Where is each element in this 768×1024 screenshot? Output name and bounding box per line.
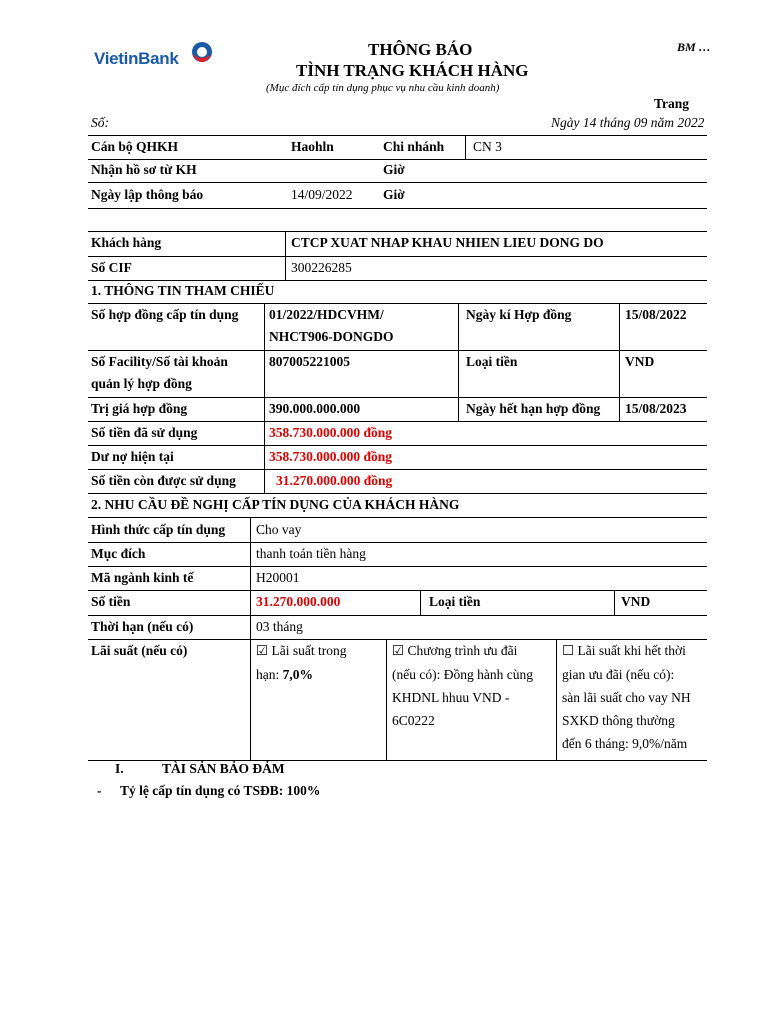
amount-value: 31.270.000.000: [256, 594, 341, 609]
contract-value: 390.000.000.000: [269, 401, 361, 416]
facility-value: 807005221005: [269, 354, 350, 369]
purpose-value: thanh toán tiền hàng: [256, 546, 366, 561]
industry-label: Mã ngành kinh tế: [91, 570, 194, 585]
divider: [88, 182, 707, 183]
expiry-value: 15/08/2023: [625, 401, 687, 416]
rate-col1-line1: Lãi suất trong: [271, 643, 347, 658]
rate-col1-value: 7,0%: [282, 667, 313, 682]
unchecked-box-icon[interactable]: ☐: [562, 643, 575, 658]
rate-label: Lãi suất (nếu có): [91, 643, 188, 658]
rate-in-term: [256, 643, 346, 659]
sign-date-label: Ngày kí Hợp đồng: [466, 307, 572, 322]
divider: [88, 256, 707, 257]
branch-label: Chi nhánh: [383, 139, 445, 154]
divider: [88, 208, 707, 209]
document-number-label: Số:: [91, 115, 109, 130]
divider: [556, 639, 557, 760]
industry-value: H20001: [256, 570, 300, 585]
section3-title: TÀI SẢN BẢO ĐẢM: [162, 761, 285, 776]
rate-col3-line2: gian ưu đãi (nếu có):: [562, 667, 675, 682]
rate-col2-line3: KHDNL hhuu VND -: [392, 690, 510, 705]
bullet: -: [97, 783, 102, 798]
rate-col3-line5: đến 6 tháng: 9,0%/năm: [562, 736, 688, 751]
page-title-line1: THÔNG BÁO: [368, 40, 473, 59]
page-title-line2: TÌNH TRẠNG KHÁCH HÀNG: [296, 61, 529, 80]
branch-value: CN 3: [473, 139, 502, 154]
divider: [458, 303, 459, 421]
rate-col2-line1: Chương trình ưu đãi: [407, 643, 518, 658]
sign-date-value: 15/08/2022: [625, 307, 687, 322]
divider: [88, 159, 707, 160]
amount-currency-label: Loại tiền: [429, 594, 481, 609]
used-value: 358.730.000.000 đồng: [269, 425, 393, 440]
section3-number: I.: [115, 761, 124, 776]
used-label: Số tiền đã sử dụng: [91, 425, 198, 440]
contract-no-line2: NHCT906-DONGDO: [269, 329, 394, 344]
received-time-label: Giờ: [383, 162, 405, 177]
debt-value: 358.730.000.000 đồng: [269, 449, 393, 464]
collateral-ratio: Tỷ lệ cấp tín dụng có TSĐB: 100%: [120, 783, 321, 798]
form-code: BM …: [677, 40, 711, 54]
currency-value: VND: [625, 354, 655, 369]
cif-label: Số CIF: [91, 260, 132, 275]
customer-label: Khách hàng: [91, 235, 162, 250]
rate-col3-line3: sàn lãi suất cho vay NH: [562, 690, 691, 705]
created-value: 14/09/2022: [291, 187, 353, 202]
term-value: 03 tháng: [256, 619, 303, 634]
divider: [88, 517, 707, 518]
section2-title: 2. NHU CẦU ĐỀ NGHỊ CẤP TÍN DỤNG CỦA KHÁCH HÀNG: [91, 497, 460, 512]
contract-no-label: Số hợp đồng cấp tín dụng: [91, 307, 239, 322]
currency-label: Loại tiền: [466, 354, 518, 369]
contract-value-label: Trị giá hợp đồng: [91, 401, 188, 416]
divider: [420, 590, 421, 615]
remaining-value: 31.270.000.000 đồng: [276, 473, 393, 488]
credit-form-label: Hình thức cấp tín dụng: [91, 522, 226, 537]
amount-label: Số tiền: [91, 594, 131, 609]
purpose-label: Mục đích: [91, 546, 146, 561]
page-subtitle: (Mục đích cấp tín dụng phục vụ nhu cầu kinh doanh): [266, 82, 500, 94]
received-label: Nhận hồ sơ từ KH: [91, 162, 197, 177]
created-label: Ngày lập thông báo: [91, 187, 204, 202]
divider: [88, 493, 707, 494]
divider: [465, 135, 466, 159]
divider: [250, 517, 251, 760]
divider: [386, 639, 387, 760]
credit-form-value: Cho vay: [256, 522, 302, 537]
debt-label: Dư nợ hiện tại: [91, 449, 174, 464]
divider: [619, 303, 620, 421]
divider: [88, 280, 707, 281]
divider: [614, 590, 615, 615]
divider: [264, 303, 265, 493]
vietinbank-emblem-icon: [190, 40, 214, 68]
cif-value: 300226285: [291, 260, 352, 275]
officer-value: Haohln: [291, 139, 334, 154]
divider: [88, 350, 707, 351]
checked-box-icon[interactable]: ☑: [392, 643, 405, 658]
amount-currency-value: VND: [621, 594, 651, 609]
rate-col3-line1: Lãi suất khi hết thời: [577, 643, 686, 658]
rate-col3-line4: SXKD thông thường: [562, 713, 675, 728]
facility-label-line1: Số Facility/Số tài khoản: [91, 354, 228, 369]
divider: [285, 231, 286, 280]
section1-title: 1. THÔNG TIN THAM CHIẾU: [91, 283, 275, 298]
divider: [88, 445, 707, 446]
rate-col1-line2: [256, 667, 313, 683]
checked-box-icon[interactable]: ☑: [256, 643, 269, 658]
created-time-label: Giờ: [383, 187, 405, 202]
divider: [88, 421, 707, 422]
document-date: Ngày 14 tháng 09 năm 2022: [551, 115, 705, 130]
contract-no-line1: 01/2022/HDCVHM/: [269, 307, 384, 322]
rate-col2-line4: 6C0222: [392, 713, 435, 728]
rate-col1-prefix: hạn:: [256, 667, 283, 682]
term-label: Thời hạn (nếu có): [91, 619, 194, 634]
facility-label-line2: quản lý hợp đồng: [91, 376, 192, 391]
remaining-label: Số tiền còn được sử dụng: [91, 473, 236, 488]
customer-value: CTCP XUAT NHAP KHAU NHIEN LIEU DONG DO: [291, 235, 604, 250]
page-label: Trang: [654, 96, 690, 111]
divider: [88, 469, 707, 470]
divider: [88, 639, 707, 640]
divider: [88, 397, 707, 398]
promo-program: [392, 643, 517, 659]
vietinbank-logo: [94, 40, 219, 72]
rate-col2-line2: (nếu có): Đồng hành cùng: [392, 667, 533, 682]
divider: [88, 542, 707, 543]
expiry-label: Ngày hết hạn hợp đồng: [466, 401, 601, 416]
divider: [88, 303, 707, 304]
divider: [88, 566, 707, 567]
divider: [88, 615, 707, 616]
bank-name: VietinBank: [94, 49, 179, 68]
divider: [88, 135, 707, 136]
post-promo-rate: [562, 643, 686, 659]
divider: [88, 231, 707, 232]
officer-label: Cán bộ QHKH: [91, 139, 179, 154]
